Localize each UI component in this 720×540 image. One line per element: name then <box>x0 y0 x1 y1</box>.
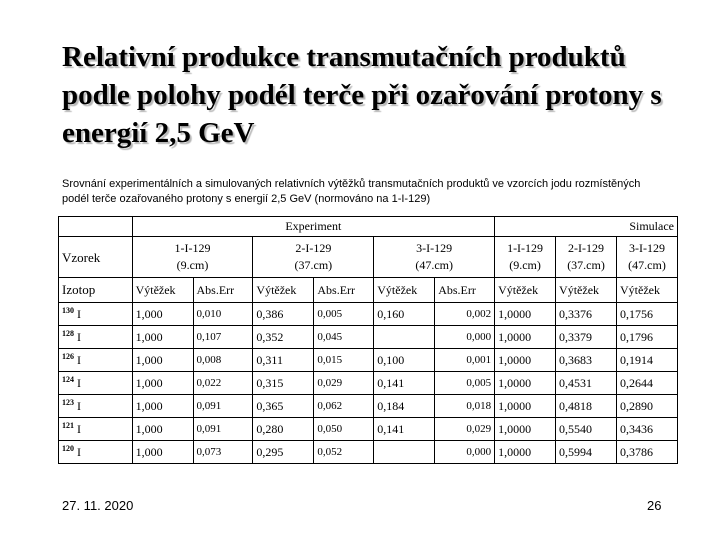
table-cell: 0,091 <box>193 395 253 418</box>
table-cell: 0,050 <box>314 418 374 441</box>
table-cell: 0,3379 <box>556 326 617 349</box>
table-cell: 0,184 <box>374 395 435 418</box>
slide-title: Relativní produkce transmutačních produktů podle polohy podél terče při ozařování protony s energií 2,5 GeV <box>62 41 662 149</box>
table-cell: 0,386 <box>253 303 314 326</box>
table-row <box>59 395 678 418</box>
table-cell: 0,029 <box>435 418 495 441</box>
table-cell: 0,5540 <box>556 418 617 441</box>
isotope-cell: $^{121}$ I <box>59 418 133 441</box>
isotope-cell: $^{130}$ I <box>59 303 133 326</box>
table-row <box>59 441 678 464</box>
table-cell: 0,1796 <box>617 326 678 349</box>
table-cell: 1,000 <box>132 395 193 418</box>
table-cell: 0,160 <box>374 303 435 326</box>
table-cell: 1,000 <box>132 372 193 395</box>
table-cell: 0,2644 <box>617 372 678 395</box>
table-cell: 1,0000 <box>495 441 556 464</box>
sim-sample-1: 1-I-129 (9.cm) <box>495 237 556 278</box>
table-cell: 1,0000 <box>495 395 556 418</box>
page-number: 26 <box>647 498 662 513</box>
table-cell: 0,3683 <box>556 349 617 372</box>
table-cell: 0,045 <box>314 326 374 349</box>
col-header-vytezek: Výtěžek <box>253 278 314 303</box>
table-cell: 0,000 <box>435 326 495 349</box>
isotope-cell: $^{120}$ I <box>59 441 133 464</box>
group-experiment: Experiment <box>132 217 495 237</box>
table-cell: 1,000 <box>132 349 193 372</box>
table-cell: 0,5994 <box>556 441 617 464</box>
isotope-cell: $^{123}$ I <box>59 395 133 418</box>
col-header-abserr: Abs.Err <box>193 278 253 303</box>
table-cell: 1,0000 <box>495 326 556 349</box>
sim-sample-2: 2-I-129 (37.cm) <box>556 237 617 278</box>
exp-sample-3: 3-I-129 (47.cm) <box>374 237 495 278</box>
exp-sample-1: 1-I-129 (9.cm) <box>132 237 253 278</box>
table-cell: 1,0000 <box>495 418 556 441</box>
table-cell: 0,001 <box>435 349 495 372</box>
exp-sample-2: 2-I-129 (37.cm) <box>253 237 374 278</box>
table-cell: 0,3786 <box>617 441 678 464</box>
vzorek-label: Vzorek <box>59 237 133 278</box>
table-row <box>59 349 678 372</box>
table-cell: 0,107 <box>193 326 253 349</box>
table-cell: 0,008 <box>193 349 253 372</box>
table-cell: 0,029 <box>314 372 374 395</box>
table-row <box>59 326 678 349</box>
table-row <box>59 372 678 395</box>
table-cell: 0,005 <box>435 372 495 395</box>
col-header-vytezek: Výtěžek <box>556 278 617 303</box>
sim-sample-3: 3-I-129 (47.cm) <box>617 237 678 278</box>
table-cell: 0,018 <box>435 395 495 418</box>
footer-date: 27. 11. 2020 <box>62 498 134 513</box>
table-cell: 1,000 <box>132 441 193 464</box>
table-cell: 0,4531 <box>556 372 617 395</box>
table-cell: 0,1914 <box>617 349 678 372</box>
table-cell: 0,2890 <box>617 395 678 418</box>
table-cell: 0,3436 <box>617 418 678 441</box>
isotope-cell: $^{128}$ I <box>59 326 133 349</box>
table-cell: 0,141 <box>374 372 435 395</box>
table-row <box>59 418 678 441</box>
table-cell: 0,1756 <box>617 303 678 326</box>
table-cell: 0,002 <box>435 303 495 326</box>
table-cell: 0,311 <box>253 349 314 372</box>
table-cell: 0,3376 <box>556 303 617 326</box>
col-header-vytezek: Výtěžek <box>617 278 678 303</box>
table-cell: 0,365 <box>253 395 314 418</box>
table-cell: 1,0000 <box>495 349 556 372</box>
col-header-vytezek: Výtěžek <box>495 278 556 303</box>
table-cell: 0,005 <box>314 303 374 326</box>
table-cell: 0,315 <box>253 372 314 395</box>
table-cell: 1,000 <box>132 303 193 326</box>
col-header-vytezek: Výtěžek <box>132 278 193 303</box>
table-cell: 0,015 <box>314 349 374 372</box>
table-cell: 1,0000 <box>495 303 556 326</box>
table-cell: 0,062 <box>314 395 374 418</box>
table-cell <box>374 441 435 464</box>
izotop-label: Izotop <box>59 278 133 303</box>
isotope-cell: $^{124}$ I <box>59 372 133 395</box>
table-cell: 0,000 <box>435 441 495 464</box>
table-cell: 0,052 <box>314 441 374 464</box>
yield-table <box>58 216 678 464</box>
isotope-cell: $^{126}$ I <box>59 349 133 372</box>
table-cell: 0,091 <box>193 418 253 441</box>
table-cell: 0,352 <box>253 326 314 349</box>
group-simulation: Simulace <box>495 217 678 237</box>
table-cell: 0,141 <box>374 418 435 441</box>
table-cell: 0,010 <box>193 303 253 326</box>
table-cell: 0,100 <box>374 349 435 372</box>
table-cell: 0,073 <box>193 441 253 464</box>
table-cell: 1,000 <box>132 418 193 441</box>
table-cell: 1,0000 <box>495 372 556 395</box>
table-cell <box>374 326 435 349</box>
col-header-abserr: Abs.Err <box>435 278 495 303</box>
corner-cell <box>59 217 133 237</box>
table-row <box>59 303 678 326</box>
col-header-abserr: Abs.Err <box>314 278 374 303</box>
table-cell: 1,000 <box>132 326 193 349</box>
table-cell: 0,022 <box>193 372 253 395</box>
table-cell: 0,295 <box>253 441 314 464</box>
table-cell: 0,280 <box>253 418 314 441</box>
col-header-vytezek: Výtěžek <box>374 278 435 303</box>
slide-subtitle: Srovnání experimentálních a simulovaných relativních výtěžků transmutačních produktů ve vzorcích jodu rozmístěných podél terče ozařovaného protony s energií 2,5 GeV (normováno na 1-I-129) <box>62 178 641 205</box>
table-cell: 0,4818 <box>556 395 617 418</box>
